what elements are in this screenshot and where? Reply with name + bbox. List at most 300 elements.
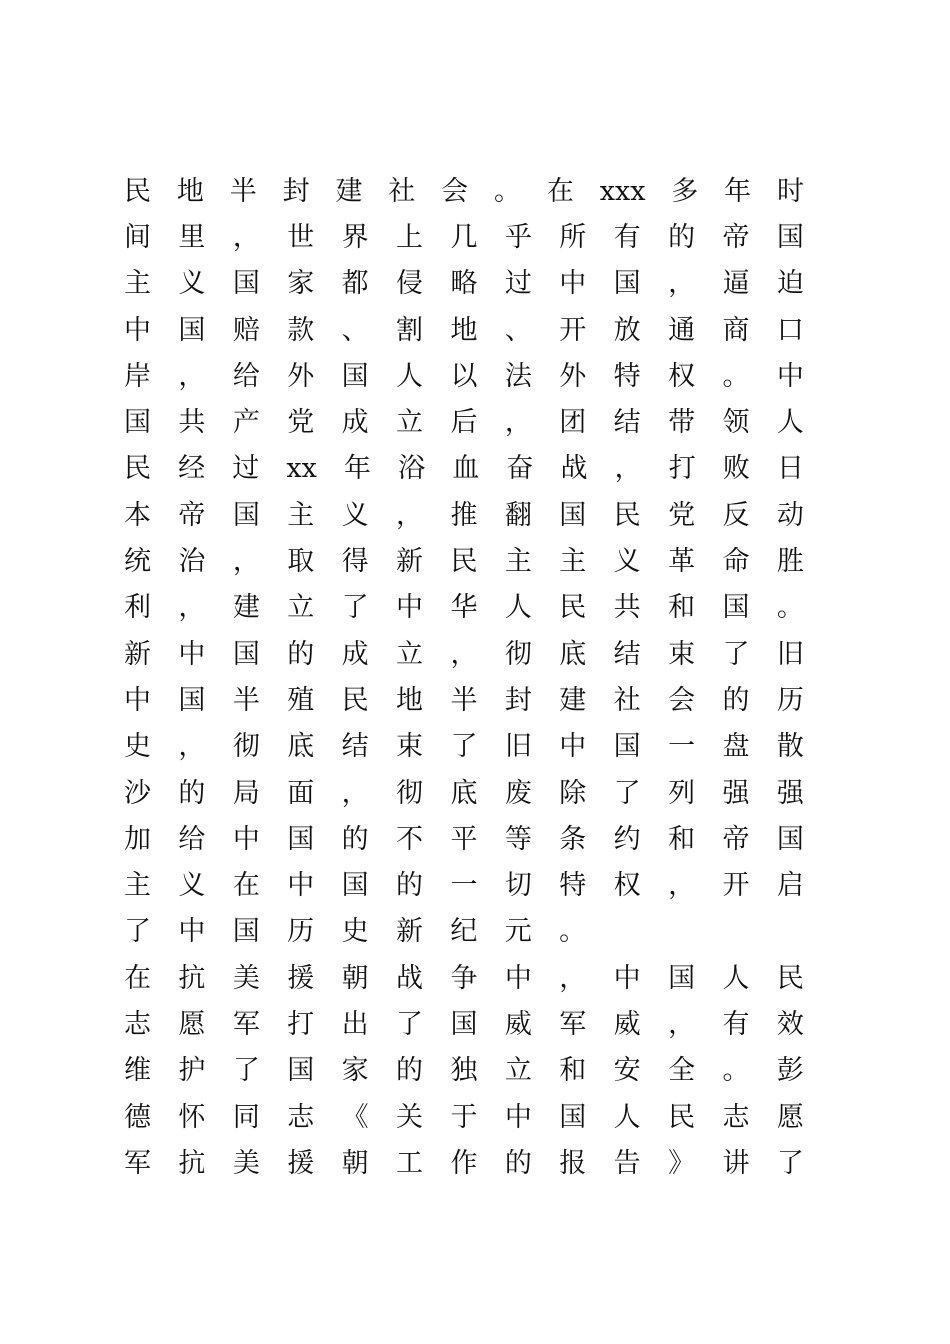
text-glyph: 主 xyxy=(559,546,587,578)
text-glyph: 打 xyxy=(287,1008,315,1040)
text-glyph: 成 xyxy=(341,407,369,439)
text-glyph: 国 xyxy=(776,823,804,855)
text-glyph: 立 xyxy=(287,592,315,624)
text-glyph: 会 xyxy=(441,175,469,207)
text-glyph: 美 xyxy=(232,1147,260,1179)
text-glyph: ， xyxy=(668,870,696,902)
text-glyph: 彻 xyxy=(396,777,424,809)
text-glyph: 的 xyxy=(396,870,424,902)
text-glyph: 民 xyxy=(776,962,804,994)
text-glyph: 国 xyxy=(722,592,750,624)
text-glyph: 后 xyxy=(450,407,478,439)
text-glyph: 统 xyxy=(124,546,151,578)
text-glyph: 人 xyxy=(396,360,424,392)
text-glyph: 反 xyxy=(722,499,750,531)
text-glyph: 翻 xyxy=(504,499,532,531)
text-glyph: 新 xyxy=(395,916,423,948)
text-glyph: 的 xyxy=(341,823,369,855)
text-glyph: 怀 xyxy=(178,1101,206,1133)
text-glyph: 迫 xyxy=(776,268,804,300)
text-glyph: 社 xyxy=(388,175,416,207)
text-glyph: 历 xyxy=(776,684,804,716)
text-glyph: 了 xyxy=(722,638,750,670)
text-glyph: 开 xyxy=(559,314,587,346)
text-glyph: 主 xyxy=(124,870,151,902)
text-glyph: 地 xyxy=(176,175,204,207)
text-glyph: 过 xyxy=(232,453,260,485)
text-glyph: 。 xyxy=(494,175,522,207)
text-glyph: 中 xyxy=(396,592,424,624)
text-glyph: 结 xyxy=(613,638,641,670)
text-glyph: 盘 xyxy=(722,731,750,763)
text-glyph: 款 xyxy=(287,314,315,346)
text-glyph: 胜 xyxy=(776,546,804,578)
text-glyph: 德 xyxy=(124,1101,151,1133)
text-glyph: 愿 xyxy=(776,1101,804,1133)
text-glyph: 讲 xyxy=(722,1147,750,1179)
text-glyph: 帝 xyxy=(722,221,750,253)
text-glyph: 民 xyxy=(124,453,151,485)
text-line xyxy=(124,770,804,816)
text-glyph: 中 xyxy=(178,638,206,670)
text-glyph: 独 xyxy=(450,1055,478,1087)
text-glyph: 义 xyxy=(178,870,206,902)
text-glyph: 取 xyxy=(287,546,315,578)
text-glyph: 国 xyxy=(450,1008,478,1040)
text-glyph: 里 xyxy=(178,221,206,253)
text-glyph: 一 xyxy=(668,731,696,763)
text-glyph: ， xyxy=(668,1008,696,1040)
text-glyph: 建 xyxy=(559,684,587,716)
text-glyph: 赔 xyxy=(232,314,260,346)
text-glyph: 朝 xyxy=(341,962,369,994)
text-glyph: 建 xyxy=(335,175,363,207)
text-glyph: ， xyxy=(559,962,587,994)
text-line xyxy=(124,631,804,677)
text-glyph: 纪 xyxy=(450,916,478,948)
text-glyph: 上 xyxy=(396,221,424,253)
text-glyph: 安 xyxy=(613,1055,641,1087)
text-line xyxy=(124,955,804,1001)
text-glyph: 立 xyxy=(396,638,424,670)
text-glyph: 美 xyxy=(232,962,260,994)
text-glyph: 义 xyxy=(178,268,206,300)
text-glyph: 团 xyxy=(559,407,587,439)
text-glyph: 外 xyxy=(559,360,587,392)
text-glyph: 威 xyxy=(613,1008,641,1040)
text-glyph: 中 xyxy=(776,360,804,392)
text-glyph: 民 xyxy=(613,499,641,531)
text-glyph: 国 xyxy=(178,314,206,346)
text-line xyxy=(124,1001,804,1047)
text-glyph: 义 xyxy=(341,499,369,531)
text-glyph: 人 xyxy=(613,1101,641,1133)
text-line xyxy=(124,353,804,399)
text-line xyxy=(124,724,804,770)
text-glyph: 逼 xyxy=(722,268,750,300)
text-glyph: 结 xyxy=(341,731,369,763)
text-glyph: 治 xyxy=(178,546,206,578)
text-glyph: 领 xyxy=(722,407,750,439)
text-glyph: 朝 xyxy=(341,1147,369,1179)
text-glyph: 民 xyxy=(341,684,369,716)
text-glyph: 过 xyxy=(504,268,532,300)
text-glyph: 国 xyxy=(232,268,260,300)
text-glyph: 除 xyxy=(559,777,587,809)
text-glyph: 世 xyxy=(287,221,315,253)
text-glyph: ， xyxy=(178,592,206,624)
text-glyph: 国 xyxy=(232,638,260,670)
text-glyph: 同 xyxy=(232,1101,260,1133)
text-glyph: 岸 xyxy=(124,360,151,392)
text-glyph: 了 xyxy=(396,1008,424,1040)
text-glyph: 日 xyxy=(776,453,804,485)
text-glyph: 国 xyxy=(776,221,804,253)
text-glyph: 共 xyxy=(178,407,206,439)
text-glyph: 人 xyxy=(722,962,750,994)
text-glyph: 所 xyxy=(559,221,587,253)
text-glyph: 强 xyxy=(722,777,750,809)
text-glyph: 动 xyxy=(776,499,804,531)
text-line xyxy=(124,1140,804,1186)
text-glyph: 关 xyxy=(396,1101,424,1133)
text-glyph: 中 xyxy=(232,823,260,855)
text-glyph: 散 xyxy=(776,731,804,763)
text-glyph: 带 xyxy=(668,407,696,439)
text-glyph: 中 xyxy=(504,1101,532,1133)
text-glyph: 了 xyxy=(450,731,478,763)
text-glyph: 外 xyxy=(287,360,315,392)
text-glyph: 商 xyxy=(722,314,750,346)
text-glyph: 彭 xyxy=(776,1055,804,1087)
text-glyph: 面 xyxy=(287,777,315,809)
text-glyph: 开 xyxy=(722,870,750,902)
text-glyph: 了 xyxy=(613,777,641,809)
text-glyph: 援 xyxy=(287,962,315,994)
text-glyph: 人 xyxy=(776,407,804,439)
text-glyph: 半 xyxy=(450,684,478,716)
text-glyph: 》 xyxy=(668,1147,696,1179)
text-glyph: 中 xyxy=(178,916,206,948)
text-glyph: 本 xyxy=(124,499,151,531)
text-glyph: 军 xyxy=(559,1008,587,1040)
text-glyph: 义 xyxy=(613,546,641,578)
text-glyph: ， xyxy=(232,546,260,578)
text-glyph: 的 xyxy=(287,638,315,670)
text-glyph: ， xyxy=(614,453,642,485)
text-glyph: 作 xyxy=(450,1147,478,1179)
text-glyph: 底 xyxy=(559,638,587,670)
text-glyph: 强 xyxy=(776,777,804,809)
text-glyph: 封 xyxy=(504,684,532,716)
text-glyph: 利 xyxy=(124,592,151,624)
text-line xyxy=(124,214,804,260)
text-glyph: 成 xyxy=(341,638,369,670)
text-glyph: 国 xyxy=(559,1101,587,1133)
text-glyph: xx xyxy=(286,453,317,485)
text-glyph: 志 xyxy=(287,1101,315,1133)
text-glyph: 、 xyxy=(504,314,532,346)
text-glyph: 民 xyxy=(559,592,587,624)
text-glyph: 界 xyxy=(341,221,369,253)
text-glyph: 战 xyxy=(396,962,424,994)
text-glyph: 于 xyxy=(450,1101,478,1133)
text-glyph: 和 xyxy=(668,592,696,624)
text-glyph: 家 xyxy=(287,268,315,300)
text-glyph: 民 xyxy=(450,546,478,578)
text-glyph: 加 xyxy=(124,823,151,855)
text-glyph: 《 xyxy=(341,1101,369,1133)
text-glyph: 特 xyxy=(559,870,587,902)
text-glyph: 束 xyxy=(396,731,424,763)
text-glyph: 底 xyxy=(450,777,478,809)
text-glyph: 等 xyxy=(504,823,532,855)
text-glyph: 社 xyxy=(613,684,641,716)
text-glyph: 以 xyxy=(450,360,478,392)
text-glyph: 国 xyxy=(559,499,587,531)
text-glyph: 援 xyxy=(287,1147,315,1179)
text-glyph: 侵 xyxy=(396,268,424,300)
text-glyph: 在 xyxy=(546,175,574,207)
text-glyph: 封 xyxy=(282,175,310,207)
text-glyph: 报 xyxy=(559,1147,587,1179)
text-glyph: 权 xyxy=(668,360,696,392)
text-glyph: ， xyxy=(178,731,206,763)
text-glyph: 民 xyxy=(124,175,151,207)
text-glyph: 的 xyxy=(722,684,750,716)
text-glyph: ， xyxy=(396,499,424,531)
text-glyph: 效 xyxy=(776,1008,804,1040)
text-glyph: ， xyxy=(341,777,369,809)
text-glyph: 党 xyxy=(668,499,696,531)
text-glyph: 彻 xyxy=(504,638,532,670)
text-glyph: 和 xyxy=(559,1055,587,1087)
text-line xyxy=(124,261,804,307)
text-glyph: 局 xyxy=(232,777,260,809)
text-glyph: 了 xyxy=(232,1055,260,1087)
text-glyph: 国 xyxy=(124,407,151,439)
text-glyph: 中 xyxy=(613,962,641,994)
text-glyph: 有 xyxy=(613,221,641,253)
text-glyph: 乎 xyxy=(504,221,532,253)
text-glyph: 全 xyxy=(668,1055,696,1087)
text-glyph: 地 xyxy=(396,684,424,716)
text-glyph: 党 xyxy=(287,407,315,439)
text-glyph: 中 xyxy=(504,962,532,994)
text-glyph: 志 xyxy=(124,1008,151,1040)
text-glyph: 法 xyxy=(504,360,532,392)
text-glyph: 经 xyxy=(178,453,206,485)
text-glyph: 彻 xyxy=(232,731,260,763)
text-glyph: 元 xyxy=(504,916,532,948)
text-glyph: 半 xyxy=(232,684,260,716)
text-glyph: 在 xyxy=(124,962,151,994)
text-glyph: 通 xyxy=(668,314,696,346)
text-glyph: 。 xyxy=(559,916,587,948)
text-line xyxy=(124,1048,804,1094)
text-glyph: ， xyxy=(668,268,696,300)
text-glyph: 权 xyxy=(613,870,641,902)
text-glyph: 给 xyxy=(178,823,206,855)
text-glyph: 中 xyxy=(124,314,151,346)
text-glyph: xxx xyxy=(599,175,646,207)
text-glyph: 时 xyxy=(777,175,804,207)
text-glyph: 的 xyxy=(504,1147,532,1179)
text-line xyxy=(124,538,804,584)
text-glyph: 。 xyxy=(722,1055,750,1087)
text-glyph: 出 xyxy=(341,1008,369,1040)
text-glyph: 抗 xyxy=(178,1147,206,1179)
text-glyph: 立 xyxy=(504,1055,532,1087)
text-glyph: 浴 xyxy=(398,453,426,485)
text-glyph: 国 xyxy=(232,916,260,948)
text-glyph: 国 xyxy=(668,962,696,994)
text-line xyxy=(124,492,804,538)
text-glyph: ， xyxy=(504,407,532,439)
text-glyph: 年 xyxy=(724,175,752,207)
text-glyph: 主 xyxy=(124,268,151,300)
text-glyph: 推 xyxy=(450,499,478,531)
text-glyph: 家 xyxy=(341,1055,369,1087)
text-glyph: 威 xyxy=(504,1008,532,1040)
text-glyph: 争 xyxy=(450,962,478,994)
text-line xyxy=(124,307,804,353)
text-glyph: 和 xyxy=(668,823,696,855)
text-glyph: 略 xyxy=(450,268,478,300)
text-glyph: 中 xyxy=(559,268,587,300)
text-glyph: 产 xyxy=(232,407,260,439)
text-glyph: 工 xyxy=(396,1147,424,1179)
text-glyph: 给 xyxy=(232,360,260,392)
text-glyph: 护 xyxy=(178,1055,206,1087)
text-line xyxy=(124,909,804,955)
text-glyph: 切 xyxy=(504,870,532,902)
text-glyph: 国 xyxy=(178,684,206,716)
text-glyph: 间 xyxy=(124,221,151,253)
text-glyph: 结 xyxy=(613,407,641,439)
text-line xyxy=(124,446,804,492)
text-glyph: 的 xyxy=(668,221,696,253)
body-text xyxy=(124,168,804,1187)
text-glyph: 志 xyxy=(722,1101,750,1133)
text-glyph: 中 xyxy=(124,684,151,716)
text-glyph: 底 xyxy=(287,731,315,763)
text-glyph: 有 xyxy=(722,1008,750,1040)
text-glyph: ， xyxy=(232,221,260,253)
text-line xyxy=(124,862,804,908)
text-glyph: 新 xyxy=(124,638,151,670)
text-glyph: 不 xyxy=(396,823,424,855)
text-glyph: 启 xyxy=(776,870,804,902)
text-glyph: 口 xyxy=(776,314,804,346)
text-glyph: 半 xyxy=(229,175,257,207)
text-glyph: 了 xyxy=(341,592,369,624)
text-glyph: 地 xyxy=(450,314,478,346)
text-glyph: 主 xyxy=(504,546,532,578)
text-glyph: 特 xyxy=(613,360,641,392)
text-glyph: 国 xyxy=(613,268,641,300)
text-glyph: 年 xyxy=(343,453,371,485)
text-line xyxy=(124,585,804,631)
text-line xyxy=(124,168,804,214)
text-glyph: 沙 xyxy=(124,777,151,809)
text-glyph: 几 xyxy=(450,221,478,253)
text-glyph: 维 xyxy=(124,1055,151,1087)
text-glyph: 军 xyxy=(124,1147,151,1179)
text-glyph: 史 xyxy=(124,731,151,763)
text-glyph: 。 xyxy=(776,592,804,624)
text-glyph: 中 xyxy=(287,870,315,902)
text-glyph: 史 xyxy=(341,916,369,948)
text-glyph: 民 xyxy=(668,1101,696,1133)
text-glyph: 国 xyxy=(341,870,369,902)
text-glyph: 军 xyxy=(232,1008,260,1040)
text-line xyxy=(124,1094,804,1140)
text-glyph: 战 xyxy=(560,453,588,485)
text-glyph: 了 xyxy=(124,916,151,948)
text-glyph: 的 xyxy=(396,1055,424,1087)
text-glyph: 建 xyxy=(232,592,260,624)
text-glyph: 国 xyxy=(341,360,369,392)
text-glyph: 。 xyxy=(722,360,750,392)
text-glyph: 国 xyxy=(232,499,260,531)
text-glyph: 立 xyxy=(396,407,424,439)
text-line xyxy=(124,677,804,723)
text-glyph: 打 xyxy=(668,453,696,485)
text-glyph: 、 xyxy=(341,314,369,346)
text-glyph: 国 xyxy=(613,731,641,763)
text-glyph: 在 xyxy=(232,870,260,902)
text-glyph: ， xyxy=(450,638,478,670)
text-glyph: 了 xyxy=(776,1147,804,1179)
text-line xyxy=(124,816,804,862)
text-glyph: 帝 xyxy=(722,823,750,855)
text-glyph: 革 xyxy=(668,546,696,578)
text-glyph: 告 xyxy=(613,1147,641,1179)
text-glyph: 的 xyxy=(178,777,206,809)
text-glyph: 得 xyxy=(341,546,369,578)
text-glyph: 华 xyxy=(450,592,478,624)
text-glyph: 放 xyxy=(613,314,641,346)
text-glyph: 都 xyxy=(341,268,369,300)
text-glyph: 人 xyxy=(504,592,532,624)
text-glyph: 共 xyxy=(613,592,641,624)
text-glyph: 败 xyxy=(722,453,750,485)
text-glyph: 旧 xyxy=(776,638,804,670)
text-glyph: 平 xyxy=(450,823,478,855)
text-glyph: 废 xyxy=(504,777,532,809)
text-glyph: 约 xyxy=(613,823,641,855)
text-line xyxy=(124,399,804,445)
text-glyph: 条 xyxy=(559,823,587,855)
text-glyph: 血 xyxy=(452,453,480,485)
text-glyph: ， xyxy=(178,360,206,392)
text-glyph: 国 xyxy=(287,1055,315,1087)
text-glyph: 奋 xyxy=(506,453,534,485)
text-glyph: 历 xyxy=(287,916,315,948)
text-glyph: 多 xyxy=(671,175,699,207)
text-glyph: 束 xyxy=(668,638,696,670)
text-glyph: 命 xyxy=(722,546,750,578)
text-glyph: 旧 xyxy=(504,731,532,763)
text-glyph: 主 xyxy=(287,499,315,531)
text-glyph: 愿 xyxy=(178,1008,206,1040)
text-glyph: 抗 xyxy=(178,962,206,994)
text-glyph: 一 xyxy=(450,870,478,902)
text-glyph: 列 xyxy=(668,777,696,809)
text-glyph: 殖 xyxy=(287,684,315,716)
text-glyph: 割 xyxy=(396,314,424,346)
